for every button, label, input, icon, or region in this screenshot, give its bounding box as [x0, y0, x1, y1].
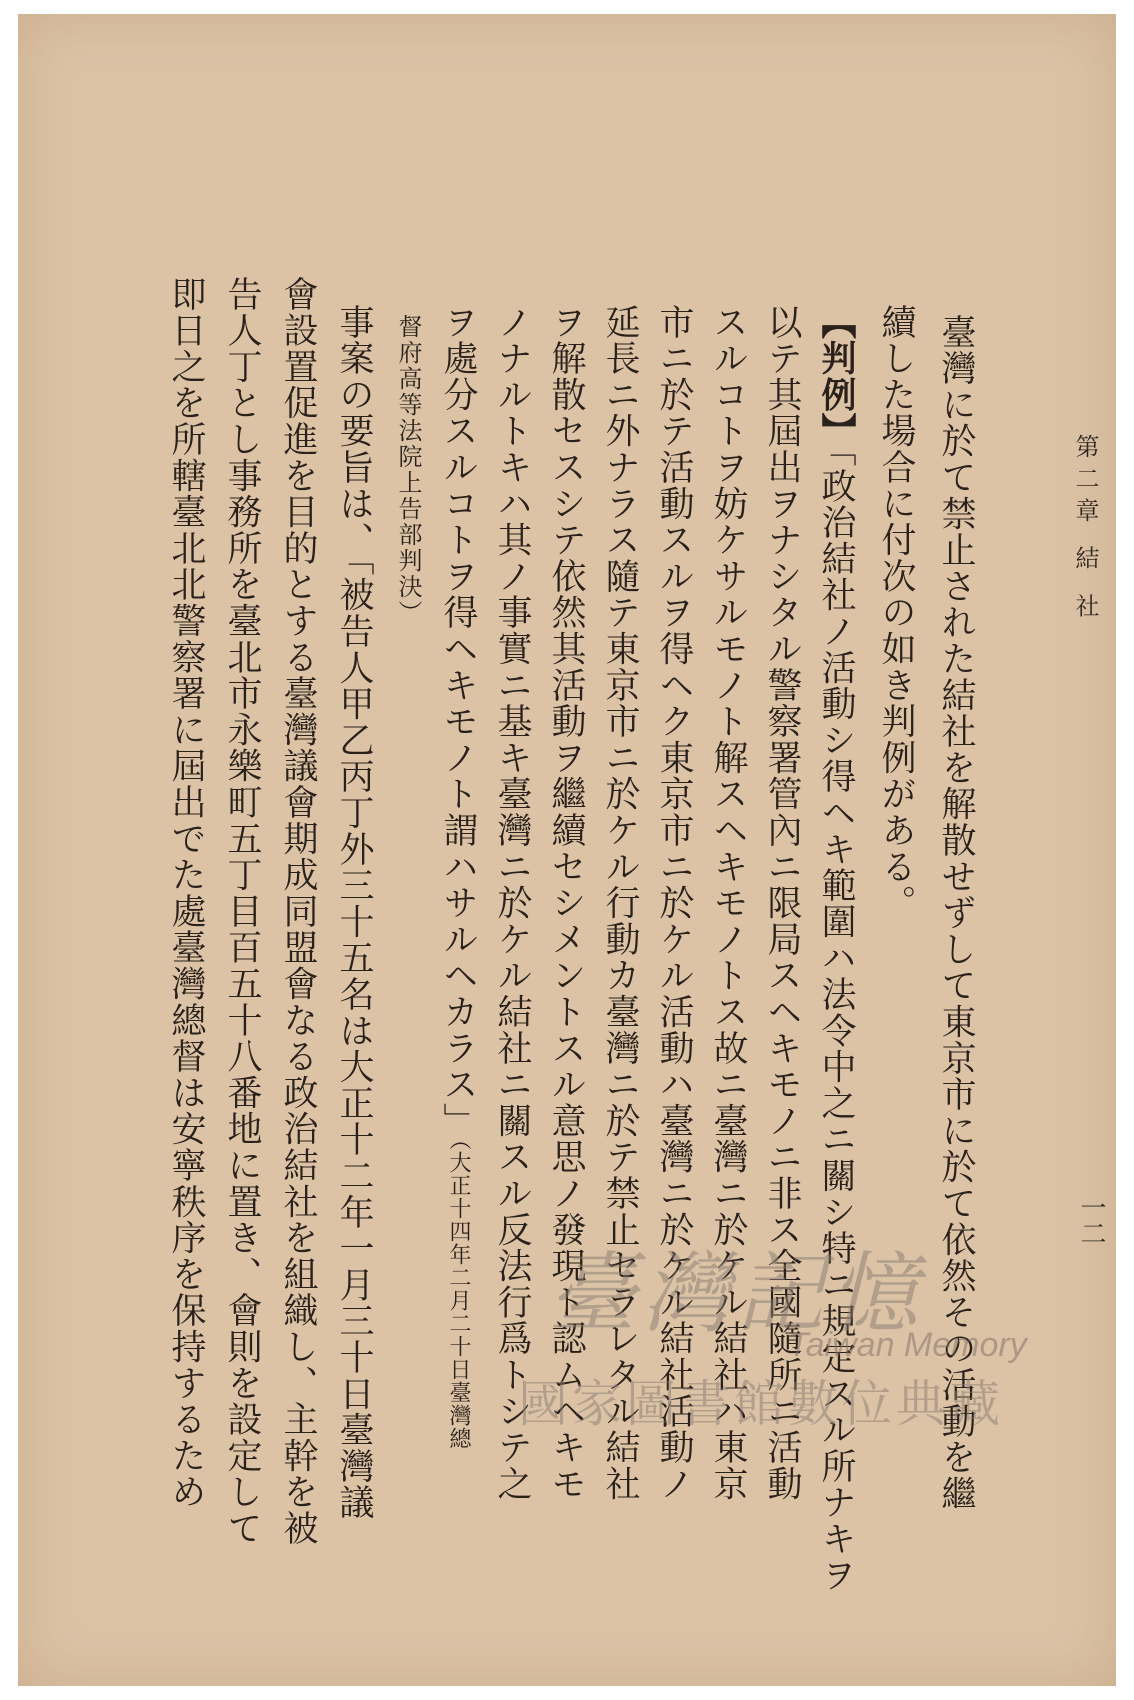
text-column-9: ノナルトキハ其ノ事實ニ基キ臺灣ニ於ケル結社ニ關スル反法行爲トシテ之: [492, 304, 532, 1502]
text-column-14: 告人丁とし事務所を臺北市永樂町五丁目百五十八番地に置き、會則を設定して: [222, 276, 262, 1547]
watermark-latin: Taiwan Memory: [788, 1326, 1027, 1364]
watermark-script: 臺灣記憶: [548, 1242, 925, 1345]
text-column-1: 臺灣に於て禁止された結社を解散せずして東京市に於て依然その活動を繼: [936, 314, 976, 1512]
text-column-3: [816, 304, 857, 1594]
text-column-8: ヲ解散セスシテ依然其活動ヲ繼續セシメントスル意思ノ發現ト認ムヘキモ: [546, 304, 586, 1502]
text-column-11: 督府高等法院上告部判決）: [394, 314, 422, 626]
text-column-15: 即日之を所轄臺北北警察署に屆出でた處臺灣總督は安寧秩序を保持するため: [166, 276, 206, 1511]
text-column-3-body: 「政治結社ノ活動シ得ヘキ範圍ハ法令中之ニ關シ特ニ規定スル所ナキヲ: [816, 449, 856, 1594]
text-column-12: 事案の要旨は、「被告人甲乙丙丁外三十五名は大正十二年一月三十日臺灣議: [334, 304, 374, 1521]
page-number: 一二: [1076, 1194, 1106, 1246]
text-column-10: [438, 304, 478, 1450]
text-column-7: 延長ニ外ナラス隨テ東京市ニ於ケル行動カ臺灣ニ於テ禁止セラレタル結社: [600, 304, 640, 1502]
text-column-5: スルコトヲ妨ケサルモノト解スヘキモノトス故ニ臺灣ニ於ケル結社ハ東京: [708, 304, 748, 1502]
watermark-org: 國家圖書館數位典藏: [518, 1375, 1004, 1433]
chapter-running-head: 第二章 結 社: [1071, 434, 1099, 626]
text-column-13: 會設置促進を目的とする臺灣議會期成同盟會なる政治結社を組織し、主幹を被: [278, 276, 318, 1547]
document-page: [18, 14, 1116, 1686]
text-column-6: 市ニ於テ活動スルヲ得ヘク東京市ニ於ケル活動ハ臺灣ニ於ケル結社活動ノ: [654, 304, 694, 1502]
judgment-tag: 【判例】: [816, 304, 857, 450]
text-column-4: 以テ其屆出ヲナシタル警察署管內ニ限局スヘキモノニ非ス全國隨所ニ活動: [762, 304, 802, 1502]
text-column-10-body: ヲ處分スルコトヲ得ヘキモノト謂ハサルヘカラス」: [438, 304, 478, 1139]
judgment-citation: （大正十四年二月二十日臺灣總: [446, 1138, 471, 1450]
text-column-2: 續した場合に付次の如き判例がある。: [876, 304, 916, 922]
